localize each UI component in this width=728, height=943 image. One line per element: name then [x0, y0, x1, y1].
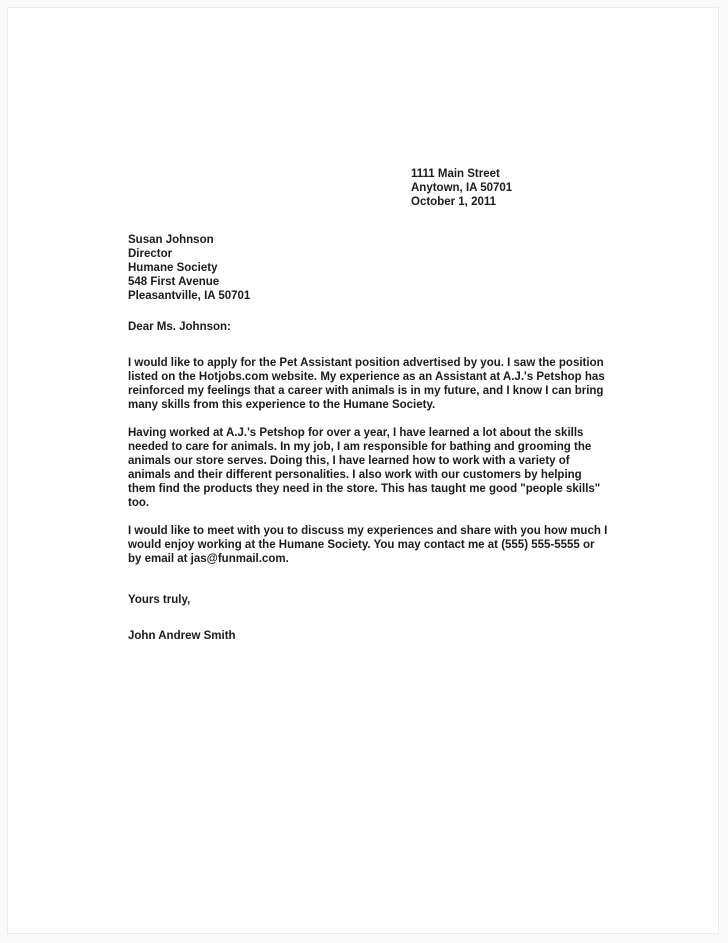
body-paragraph-2: Having worked at A.J.'s Petshop for over a year, I have learned a lot about the skills needed to care for animals. In my job, I am responsible for bathing and grooming the animals our store serves. Doing this, I have learned how to work with a variety of animals and their different personalities. I also work with our customers by helping them find the products they need in the store. This has taught me good "people skills" too. — [128, 427, 601, 509]
letter-page — [7, 7, 719, 934]
body-paragraph-3: I would like to meet with you to discuss my experiences and share with you how much I would enjoy working at the Humane Society. You may contact me at (555) 555-5555 or by email at jas@funmail.com. — [128, 525, 608, 565]
closing: Yours truly, — [128, 594, 191, 606]
recipient-block — [128, 233, 608, 303]
recipient-organization: Humane Society — [128, 262, 218, 274]
sender-address-line-2: Anytown, IA 50701 — [411, 182, 513, 194]
recipient-name: Susan Johnson — [128, 234, 214, 246]
recipient-street: 548 First Avenue — [128, 276, 220, 288]
signature-name: John Andrew Smith — [128, 630, 236, 642]
recipient-title: Director — [128, 248, 173, 260]
letter-content — [128, 8, 608, 643]
body-paragraph-1: I would like to apply for the Pet Assistant position advertised by you. I saw the position listed on the Hotjobs.com website. My experience as an Assistant at A.J.'s Petshop has reinforced my feelings that a career with animals is in my future, and I know I can bring many skills from this experience to the Humane Society. — [128, 357, 605, 411]
salutation: Dear Ms. Johnson: — [128, 321, 231, 333]
recipient-city: Pleasantville, IA 50701 — [128, 290, 251, 302]
sender-address-line-1: 1111 Main Street — [411, 168, 500, 180]
sender-block — [411, 167, 608, 209]
letter-date: October 1, 2011 — [411, 196, 497, 208]
